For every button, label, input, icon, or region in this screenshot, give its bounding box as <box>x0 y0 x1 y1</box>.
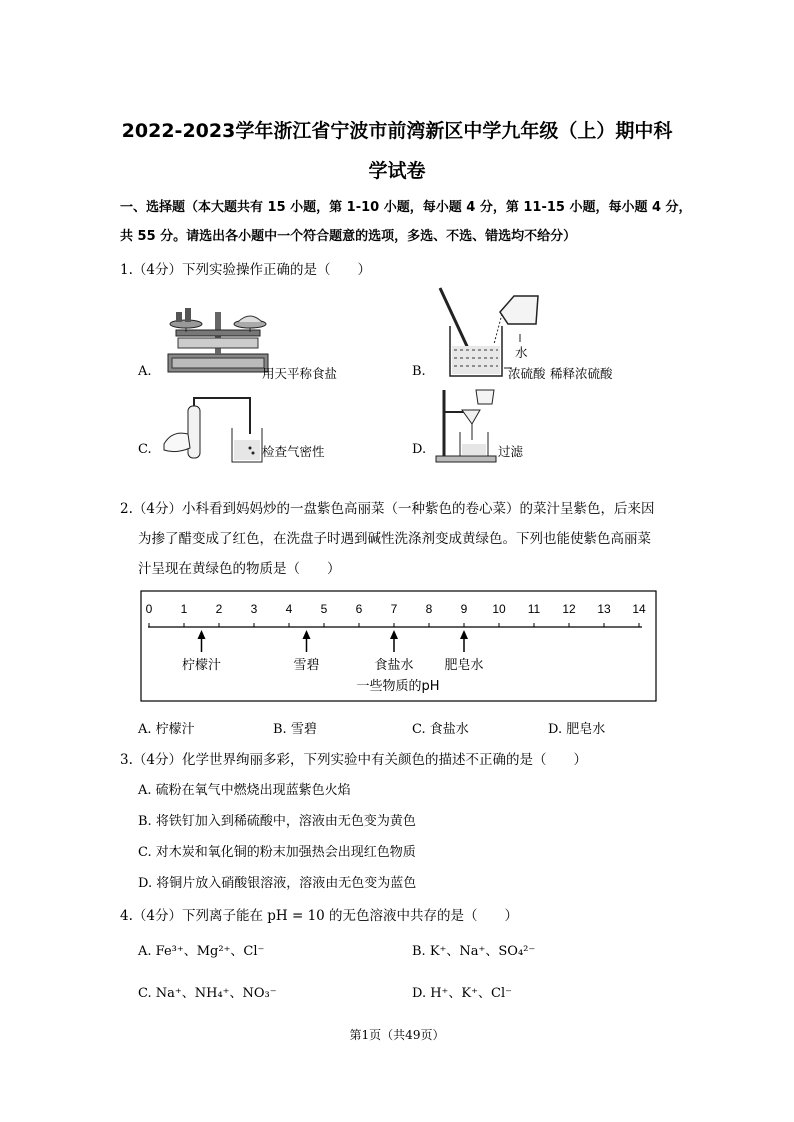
ph-tick-label: 3 <box>250 602 258 616</box>
q2-stem-line3: 汁呈现在黄绿色的物质是（ ） <box>138 561 341 577</box>
q3-option-d: D. 将铜片放入硝酸银溶液，溶液由无色变为蓝色 <box>138 876 417 891</box>
q2-option-a: A. 柠檬汁 <box>138 722 195 737</box>
ph-item-arrowhead <box>303 630 311 639</box>
ph-tick-label: 13 <box>597 602 611 616</box>
ph-tick-label: 10 <box>492 602 506 616</box>
q4-option-a: A. Fe³⁺、Mg²⁺、Cl⁻ <box>138 944 265 959</box>
airtightness-test-illustration <box>158 394 268 464</box>
q2-stem-line2: 为掺了醋变成了红色，在洗盘子时遇到碱性洗涤剂变成黄绿色。下列也能使紫色高丽菜 <box>138 531 651 547</box>
ph-item-label: 肥皂水 <box>444 658 484 673</box>
ph-tick-label: 9 <box>460 602 468 616</box>
ph-tick-label: 2 <box>215 602 223 616</box>
q1-option-d-letter: D. <box>412 442 427 457</box>
q4-option-c: C. Na⁺、NH₄⁺、NO₃⁻ <box>138 986 277 1001</box>
ph-tick-label: 1 <box>180 602 188 616</box>
q2-stem-line1: 2.（4分）小科看到妈妈炒的一盘紫色高丽菜（一种紫色的卷心菜）的菜汁呈紫色，后来因 <box>120 501 655 517</box>
q4-option-b: B. K⁺、Na⁺、SO₄²⁻ <box>412 944 536 959</box>
ph-figure-caption: 一些物质的pH <box>356 679 440 694</box>
ph-tick-label: 11 <box>527 602 541 616</box>
ph-item-arrowhead <box>460 630 468 639</box>
ph-tick-label: 8 <box>425 602 433 616</box>
ph-tick-label: 14 <box>632 602 646 616</box>
q3-option-b: B. 将铁钉加入到稀硫酸中，溶液由无色变为黄色 <box>138 814 416 829</box>
ph-tick-label: 0 <box>145 602 153 616</box>
ph-tick-label: 12 <box>562 602 576 616</box>
page-footer: 第1页（共49页） <box>349 1028 445 1042</box>
q3-stem: 3.（4分）化学世界绚丽多彩，下列实验中有关颜色的描述不正确的是（ ） <box>120 752 587 768</box>
paper-title-line1: 2022-2023学年浙江省宁波市前湾新区中学九年级（上）期中科 <box>121 120 673 142</box>
q1-option-b-acid-label: 浓硫酸 <box>508 366 546 381</box>
q2-option-c: C. 食盐水 <box>412 722 469 737</box>
q2-option-b: B. 雪碧 <box>273 722 317 737</box>
ph-tick-label: 4 <box>285 602 293 616</box>
paper-title-line2: 学试卷 <box>368 160 426 182</box>
ph-item-label: 柠檬汁 <box>181 658 222 673</box>
q1-option-d-caption: 过滤 <box>498 444 524 459</box>
section-heading-line1: 一、选择题（本大题共有 15 小题，第 1-10 小题，每小题 4 分，第 11-15 小题，每小题 4 分， <box>120 200 692 215</box>
ph-tick-label: 6 <box>355 602 363 616</box>
q4-stem: 4.（4分）下列离子能在 pH = 10 的无色溶液中共存的是（ ） <box>120 908 519 924</box>
q2-option-d: D. 肥皂水 <box>548 722 606 737</box>
q3-option-a: A. 硫粉在氧气中燃烧出现蓝紫色火焰 <box>138 783 351 798</box>
q1-option-b-caption: 稀释浓硫酸 <box>550 366 613 381</box>
q1-option-a-caption: 用天平称食盐 <box>262 366 338 381</box>
q1-option-c-letter: C. <box>138 442 152 457</box>
ph-tick-label: 5 <box>320 602 328 616</box>
ph-tick-group <box>146 602 646 627</box>
ph-item-group <box>182 630 484 673</box>
ph-scale-figure <box>140 590 657 702</box>
q1-option-b-water-label: 水 <box>515 345 528 360</box>
q1-stem: 1.（4分）下列实验操作正确的是（ ） <box>120 262 371 278</box>
ph-item-label: 雪碧 <box>293 658 320 673</box>
ph-item-arrowhead <box>198 630 206 639</box>
ph-tick-label: 7 <box>390 602 398 616</box>
q1-option-b-letter: B. <box>412 364 426 379</box>
ph-item-label: 食盐水 <box>374 658 414 673</box>
q1-option-c-caption: 检查气密性 <box>262 444 325 459</box>
section-heading-line2: 共 55 分。请选出各小题中一个符合题意的选项，多选、不选、错选均不给分） <box>120 229 577 244</box>
q1-option-a-letter: A. <box>138 364 152 379</box>
balance-scale-illustration <box>158 292 278 382</box>
q3-option-c: C. 对木炭和氧化铜的粉末加强热会出现红色物质 <box>138 845 416 860</box>
q4-option-d: D. H⁺、K⁺、Cl⁻ <box>412 986 512 1001</box>
ph-item-arrowhead <box>390 630 398 639</box>
